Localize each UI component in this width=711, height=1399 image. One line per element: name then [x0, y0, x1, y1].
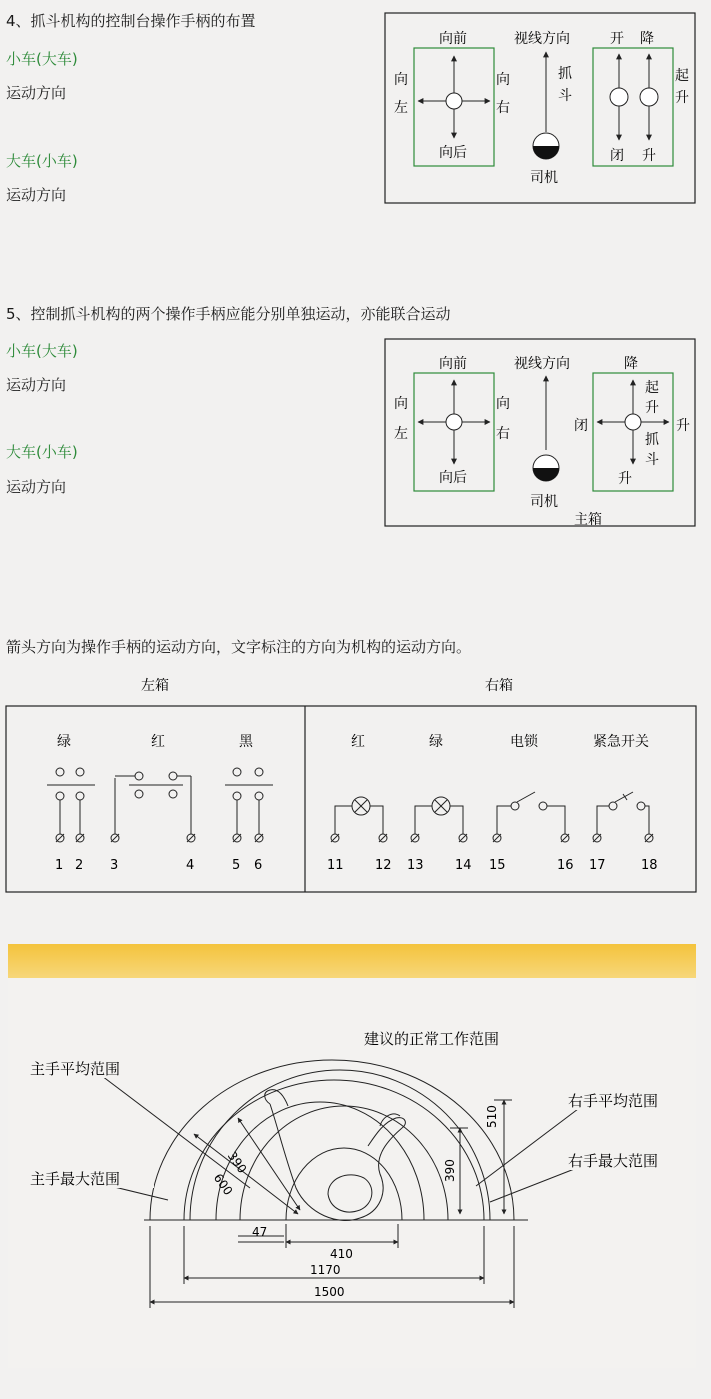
section4-title: 4、抓斗机构的控制台操作手柄的布置: [6, 12, 256, 30]
dim-410: 410: [330, 1247, 353, 1261]
terminal-18: 18: [641, 858, 658, 873]
section5-trolley-dir: 运动方向: [6, 376, 67, 394]
label-main-avg: 主手平均范围: [30, 1060, 121, 1078]
terminal-table: [5, 668, 697, 896]
terminal-4: 4: [186, 858, 195, 873]
work-range-title: 建议的正常工作范围: [364, 1030, 500, 1048]
s4-sight: 视线方向: [514, 31, 570, 47]
terminal-3: 3: [110, 858, 119, 873]
dim-390-vertical: 390: [443, 1159, 457, 1182]
s4-grab: 抓: [558, 66, 572, 82]
item-black: 黑: [239, 734, 253, 750]
s4-down: 降: [640, 31, 654, 47]
dim-1500: 1500: [314, 1285, 345, 1299]
s5-backward: 向后: [439, 470, 467, 486]
label-right-avg: 右手平均范围: [568, 1092, 659, 1110]
terminal-13: 13: [407, 858, 424, 873]
work-range-stripe: [8, 944, 696, 978]
terminal-5: 5: [232, 858, 241, 873]
s4-forward: 向前: [439, 31, 467, 47]
s5-rise: 起: [645, 380, 659, 396]
right-box-label: 右箱: [485, 678, 513, 694]
section5-bridge-label: 大车(小车): [6, 443, 78, 461]
section4-bridge-label: 大车(小车): [6, 152, 78, 170]
work-range-figure: [8, 978, 696, 1368]
section4-trolley-label: 小车(大车): [6, 50, 78, 68]
s5-right2: 右: [496, 426, 510, 442]
s5-rise2: 升: [645, 400, 659, 416]
item-green-right: 绿: [429, 734, 443, 750]
s4-close: 闭: [610, 148, 624, 164]
item-green-left: 绿: [57, 734, 71, 750]
section4-bridge-dir: 运动方向: [6, 186, 67, 204]
arrow-note: 箭头方向为操作手柄的运动方向，文字标注的方向为机构的运动方向。: [6, 638, 472, 656]
item-emergency-switch: 紧急开关: [593, 734, 649, 750]
terminal-2: 2: [75, 858, 84, 873]
section5-trolley-label: 小车(大车): [6, 342, 78, 360]
s5-lift-right: 升: [676, 418, 690, 434]
s4-operator: 司机: [530, 170, 558, 186]
terminal-12: 12: [375, 858, 392, 873]
s4-lift: 升: [642, 148, 656, 164]
terminal-17: 17: [589, 858, 606, 873]
s5-close: 闭: [574, 418, 588, 434]
section5-title: 5、控制抓斗机构的两个操作手柄应能分别单独运动，亦能联合运动: [6, 305, 451, 323]
s5-left: 向: [394, 396, 408, 412]
s4-up: 起: [675, 68, 689, 84]
s4-left: 向: [394, 72, 408, 88]
item-red-right: 红: [351, 734, 365, 750]
label-main-max: 主手最大范围: [30, 1170, 121, 1188]
s5-left2: 左: [394, 426, 408, 442]
s4-grab2: 斗: [558, 88, 572, 104]
s5-sight: 视线方向: [514, 356, 570, 372]
left-box-label: 左箱: [141, 678, 169, 694]
item-electric-lock: 电锁: [510, 734, 538, 750]
s5-lift-bottom: 升: [618, 471, 632, 487]
s4-right: 向: [496, 72, 510, 88]
item-red-left: 红: [151, 734, 165, 750]
terminal-16: 16: [557, 858, 574, 873]
s4-right2: 右: [496, 100, 510, 116]
s5-forward: 向前: [439, 356, 467, 372]
terminal-1: 1: [55, 858, 64, 873]
s4-backward: 向后: [439, 145, 467, 161]
section4-trolley-dir: 运动方向: [6, 84, 67, 102]
terminal-15: 15: [489, 858, 506, 873]
s5-main-box: 主箱: [574, 512, 602, 528]
section5-bridge-dir: 运动方向: [6, 478, 67, 496]
section4-diagram: [384, 12, 696, 204]
s4-open: 开: [610, 31, 624, 47]
dim-510: 510: [485, 1105, 499, 1128]
s5-down: 降: [624, 356, 638, 372]
terminal-6: 6: [254, 858, 263, 873]
s4-up2: 升: [675, 90, 689, 106]
s5-operator: 司机: [530, 494, 558, 510]
dim-47: 47: [252, 1225, 268, 1239]
dim-1170: 1170: [310, 1263, 341, 1277]
s4-left2: 左: [394, 100, 408, 116]
s5-grab2: 斗: [645, 452, 659, 468]
dim-600: 600: [210, 1171, 236, 1198]
terminal-14: 14: [455, 858, 472, 873]
dim-390-diag: 390: [224, 1149, 250, 1176]
s5-right: 向: [496, 396, 510, 412]
s5-grab: 抓: [645, 432, 659, 448]
label-right-max: 右手最大范围: [568, 1152, 659, 1170]
terminal-11: 11: [327, 858, 344, 873]
section5-diagram: [384, 338, 696, 530]
